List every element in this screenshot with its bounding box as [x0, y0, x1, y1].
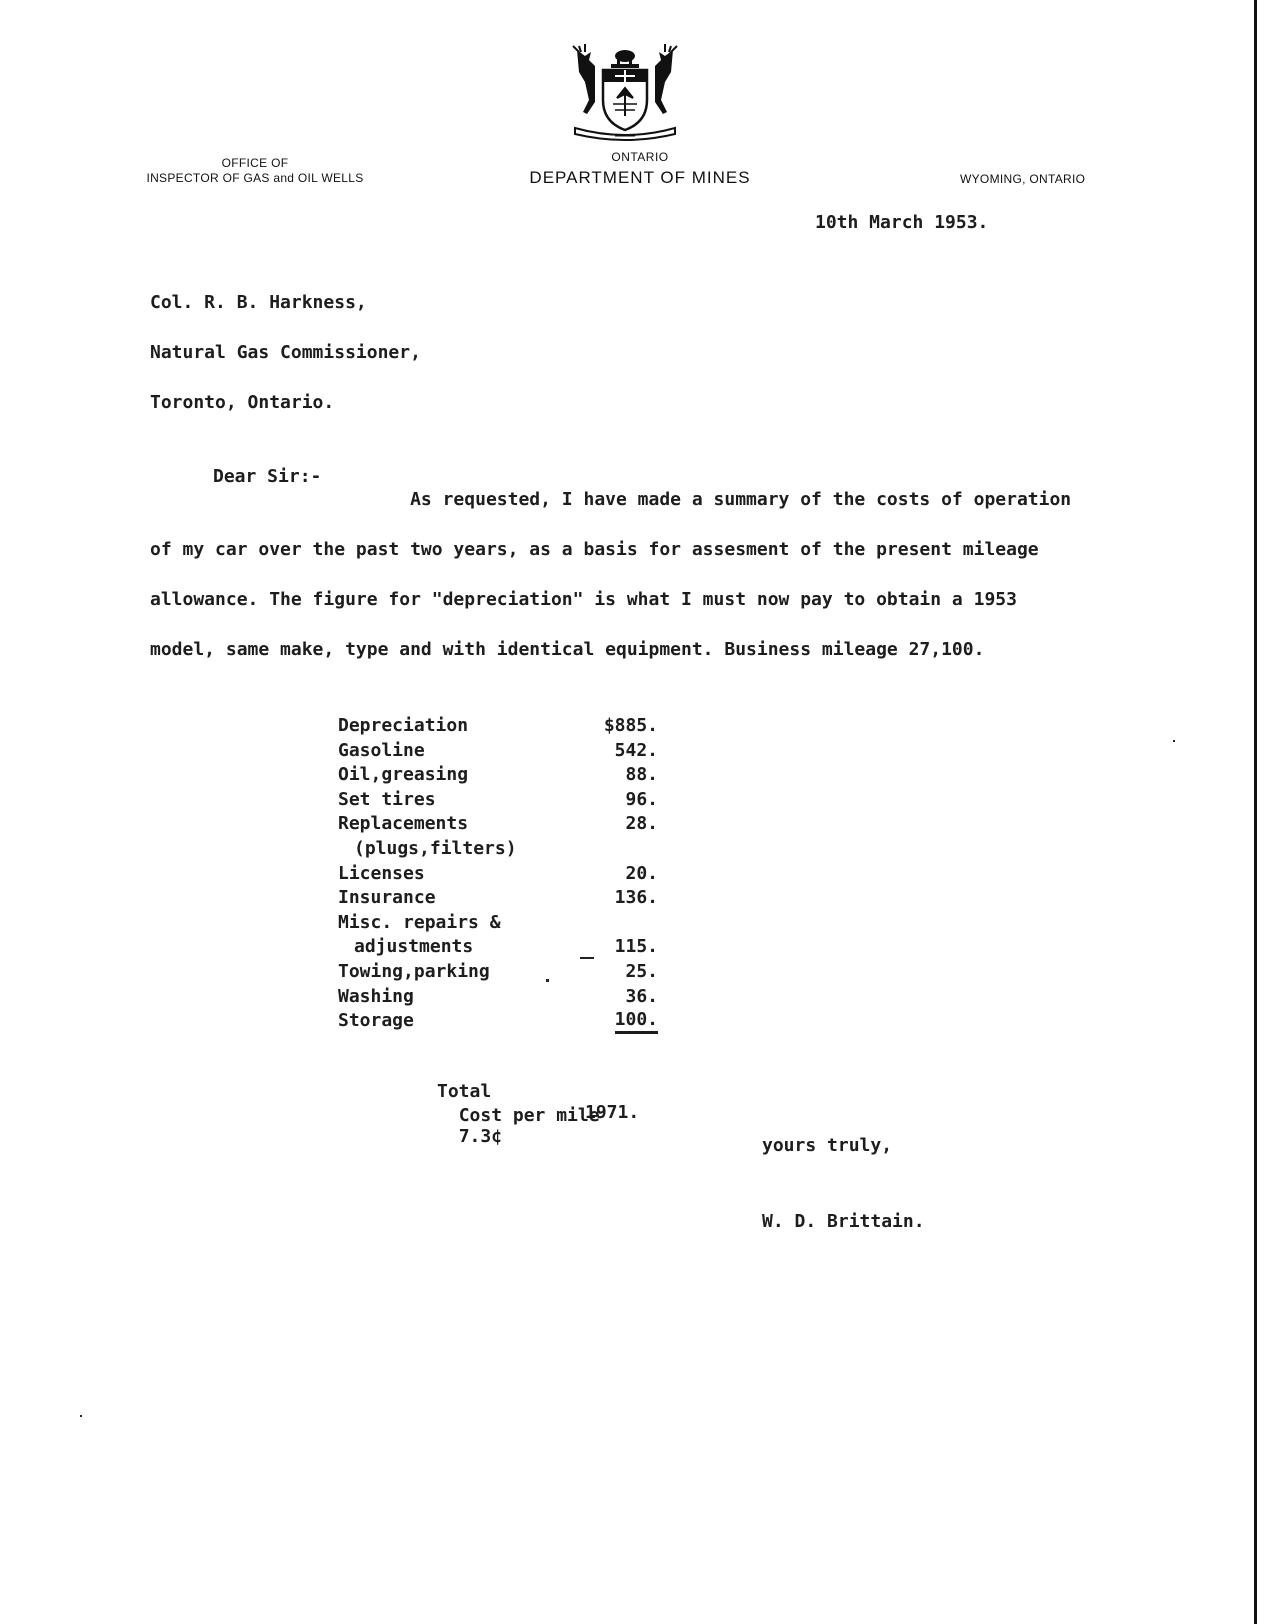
- expense-label: Towing,parking: [338, 960, 490, 982]
- expense-row: [338, 837, 658, 862]
- expense-amount: 96.: [625, 788, 658, 810]
- expense-table: [338, 714, 658, 1034]
- expense-row: [338, 812, 658, 837]
- expense-amount: 20.: [625, 862, 658, 884]
- recipient-city: Toronto, Ontario.: [150, 392, 335, 413]
- expense-amount: 115.: [614, 936, 658, 958]
- expense-label: Washing: [338, 985, 414, 1007]
- province-heading: ONTARIO: [611, 150, 669, 164]
- office-line-2: INSPECTOR OF GAS and OIL WELLS: [146, 171, 364, 185]
- closing: yours truly,: [762, 1135, 893, 1156]
- page-edge-line: [1254, 0, 1257, 1624]
- cost-per-mile-row: [437, 1084, 600, 1147]
- expense-row: [338, 714, 658, 739]
- expense-label: Misc. repairs &: [338, 911, 501, 933]
- letter-date: 10th March 1953.: [815, 212, 989, 233]
- expense-row: [338, 886, 658, 911]
- expense-row: [338, 862, 658, 887]
- typewriter-mark: [546, 979, 549, 982]
- expense-row: [338, 739, 658, 764]
- scan-speck: [80, 1415, 82, 1417]
- expense-amount: 100.: [615, 1009, 658, 1034]
- expense-row: [338, 935, 658, 960]
- body-line-1: As requested, I have made a summary of the costs of operation: [150, 489, 1072, 510]
- office-heading: [130, 156, 380, 186]
- total-label: Total: [437, 1081, 492, 1102]
- expense-amount: 36.: [625, 985, 658, 1007]
- expense-label: (plugs,filters): [354, 837, 517, 859]
- expense-label: adjustments: [354, 936, 474, 958]
- expense-row: [338, 788, 658, 813]
- expense-amount: 136.: [614, 887, 658, 909]
- department-heading: DEPARTMENT OF MINES: [529, 168, 751, 187]
- expense-amount: $885.: [603, 715, 658, 736]
- expense-label: Depreciation: [338, 715, 469, 736]
- body-paragraph: [150, 488, 1170, 688]
- typewriter-mark: [580, 957, 594, 959]
- expense-label: Storage: [338, 1010, 414, 1032]
- body-line-2: of my car over the past two years, as a basis for assesment of the present mileage: [150, 539, 1039, 560]
- expense-row: [338, 960, 658, 985]
- expense-amount: 88.: [625, 764, 658, 786]
- expense-label: Oil,greasing: [338, 764, 469, 786]
- total-value: 1971.: [585, 1102, 640, 1123]
- expense-label: Set tires: [338, 788, 436, 810]
- expense-row: [338, 1009, 658, 1034]
- office-location: WYOMING, ONTARIO: [960, 172, 1086, 186]
- recipient-title: Natural Gas Commissioner,: [150, 342, 421, 363]
- signature: W. D. Brittain.: [762, 1211, 925, 1232]
- ontario-coat-of-arms-seal: [565, 42, 685, 142]
- expense-amount: 28.: [625, 813, 658, 835]
- expense-row: [338, 985, 658, 1010]
- expense-label: Gasoline: [338, 739, 425, 761]
- expense-row: [338, 911, 658, 936]
- office-line-1: OFFICE OF: [221, 156, 289, 170]
- body-line-4: model, same make, type and with identical equipment. Business mileage 27,100.: [150, 639, 985, 660]
- recipient-name: Col. R. B. Harkness,: [150, 292, 367, 313]
- expense-label: Licenses: [338, 862, 425, 884]
- cost-per-mile-value: 7.3¢: [458, 1126, 503, 1147]
- expense-amount: 25.: [625, 960, 658, 982]
- expense-label: Replacements: [338, 813, 469, 835]
- scan-speck: [1173, 740, 1175, 742]
- salutation: Dear Sir:-: [213, 466, 322, 487]
- body-line-3: allowance. The figure for "depreciation" is what I must now pay to obtain a 1953: [150, 589, 1017, 610]
- cost-per-mile-label: Cost per mile: [458, 1105, 600, 1126]
- expense-label: Insurance: [338, 887, 436, 909]
- expense-amount: 542.: [614, 739, 658, 761]
- expense-row: [338, 763, 658, 788]
